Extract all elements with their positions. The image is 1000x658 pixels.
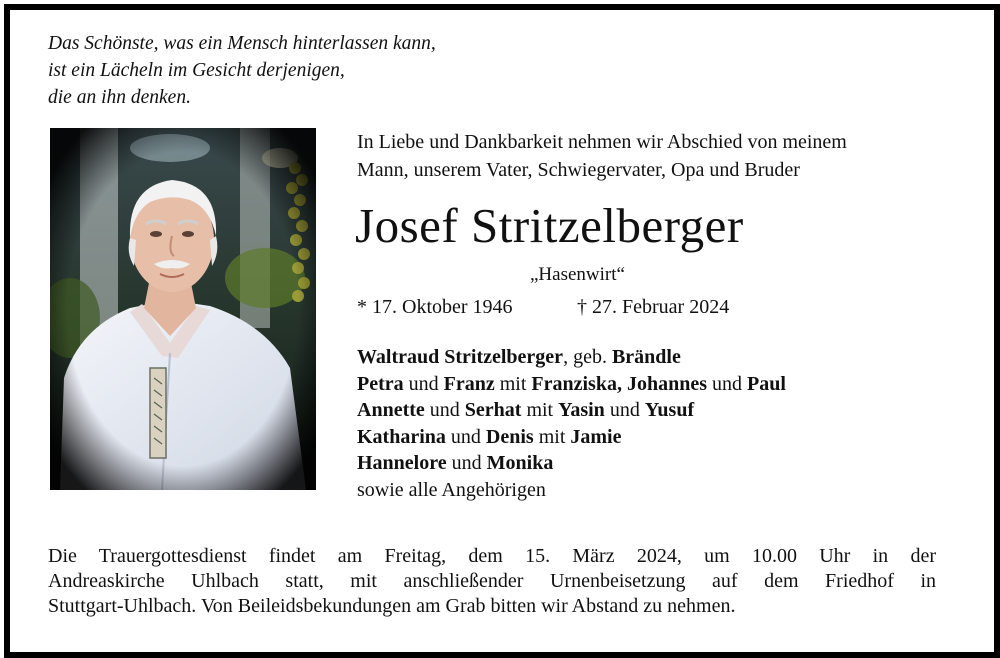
mourner-name: Denis [485,425,534,448]
birth-date: * 17. Oktober 1946 [357,296,513,318]
life-dates [357,296,730,319]
connector-text: mit [521,399,559,421]
connector-text: und [446,452,487,474]
death-date: † 27. Februar 2024 [577,296,730,318]
mourner-name: Paul [747,372,786,395]
mourner-name: Annette [357,399,425,421]
deceased-name: Josef Stritzelberger [355,198,744,253]
service-line: Stuttgart-Uhlbach. Von Beileidsbekundungen am Grab bitten wir Abstand zu nehmen. [48,595,736,617]
connector-text: mit [494,372,532,395]
mourner-name: Monika [486,452,554,474]
memorial-quote [48,30,436,111]
connector-text: und [403,372,444,395]
connector-text: und [424,399,465,421]
intro-line: Mann, unserem Vater, Schwiegervater, Opa und Bruder [357,159,800,181]
mourner-name: Brändle [611,346,681,368]
mourner-line [357,397,786,424]
funeral-service-notice [48,544,936,619]
mourner-name: Jamie [570,425,622,448]
mourner-name: Waltraud Stritzelberger [357,346,564,368]
mourner-name: Serhat [464,399,522,421]
mourner-line [357,344,786,371]
connector-text: mit [533,425,571,448]
quote-line: die an ihn denken. [48,87,191,108]
portrait-illustration [50,128,316,490]
mourner-line [357,371,786,398]
mourner-name: Katharina [357,425,446,448]
connector-text: und [707,372,747,395]
mourner-name: Franz [443,372,495,395]
portrait-photo [50,128,316,490]
mourner-closing: sowie alle Angehörigen [357,478,546,501]
mourners-list [357,344,786,503]
intro-line: In Liebe und Dankbarkeit nehmen wir Abschied von meinem [357,131,847,153]
intro-text [357,128,847,184]
quote-line: Das Schönste, was ein Mensch hinterlassen kann, [48,33,436,54]
mourner-line [357,424,786,451]
mourner-name: Hannelore [357,452,447,474]
service-line: Andreaskirche Uhlbach statt, mit anschließender Urnenbeisetzung auf dem Friedhof in [48,570,936,592]
mourner-name: Petra [357,372,404,395]
connector-text: und [604,399,645,421]
connector-text: , geb. [563,346,612,368]
mourner-name: Yusuf [644,399,695,421]
mourner-line [357,450,786,477]
connector-text: und [445,425,486,448]
service-line: Die Trauergottesdienst findet am Freitag, dem 15. März 2024, um 10.00 Uhr in der [48,545,936,567]
mourner-name: Franziska, Johannes [531,372,707,395]
mourner-name: Yasin [558,399,605,421]
deceased-nickname: „Hasenwirt“ [530,264,625,285]
quote-line: ist ein Lächeln im Gesicht derjenigen, [48,60,345,81]
